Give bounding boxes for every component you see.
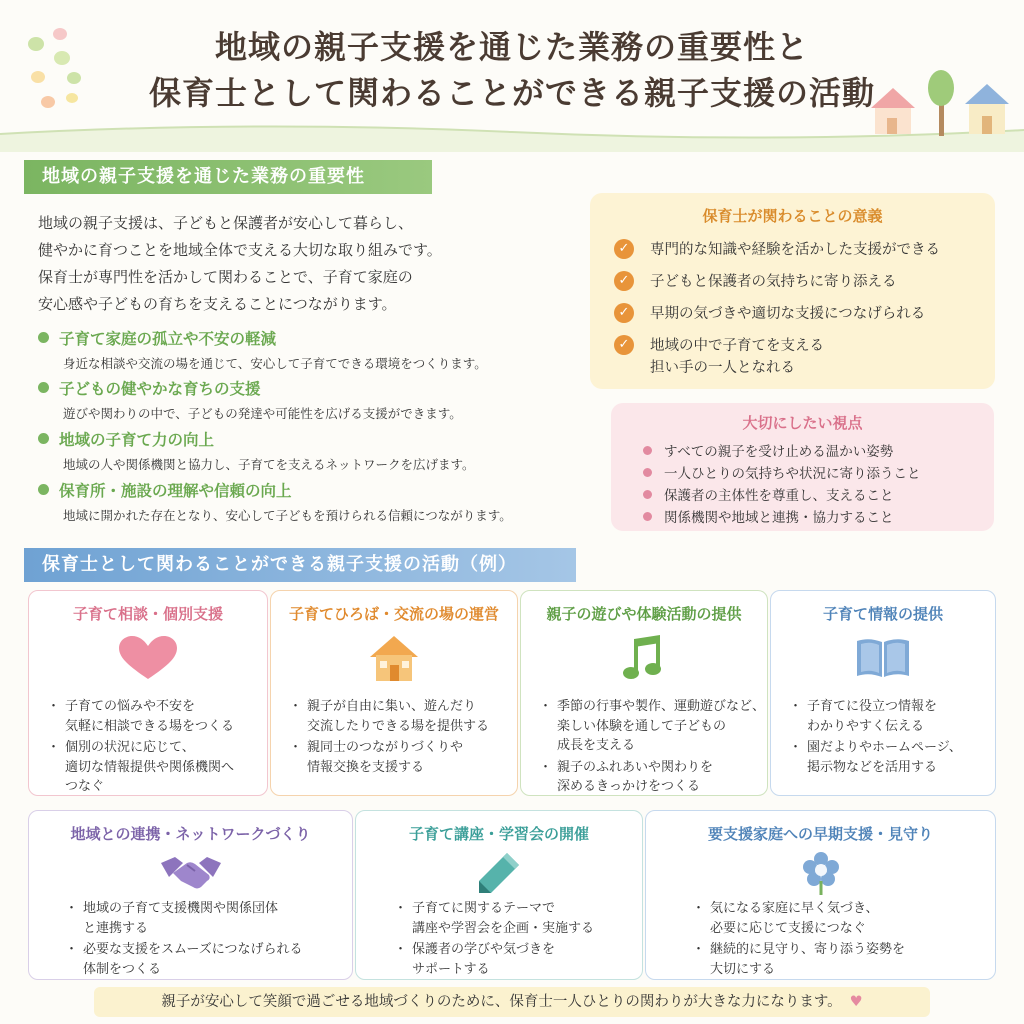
viewpoints-title: 大切にしたい視点 bbox=[742, 414, 863, 432]
significance-text: 専門的な知識や経験を活かした支援ができる bbox=[650, 242, 940, 258]
section-heading-importance: 地域の親子支援を通じた業務の重要性 bbox=[24, 160, 432, 194]
card-item bbox=[543, 697, 765, 756]
pencil-icon bbox=[477, 851, 521, 895]
card-title: 子育て相談・個別支援 bbox=[72, 605, 223, 623]
activity-card-network bbox=[28, 810, 353, 980]
viewpoint-item bbox=[643, 462, 921, 482]
bullet-dot-icon bbox=[643, 468, 652, 477]
check-icon: ✓ bbox=[614, 303, 634, 323]
point-title: 保育所・施設の理解や信頼の向上 bbox=[59, 482, 292, 500]
point-title: 子どもの健やかな育ちの支援 bbox=[59, 380, 261, 398]
card-item-line: ・ 継続的に見守り、寄り添う姿勢を bbox=[710, 942, 906, 957]
flower-icon bbox=[801, 851, 841, 895]
card-item-line: ・ 気になる家庭に早く気づき、 bbox=[710, 901, 879, 916]
card-item-line: ・ 地域の子育て支援機関や関係団体 bbox=[83, 901, 279, 916]
card-item-line: 楽しい体験を通して子どもの bbox=[557, 718, 727, 734]
significance-item bbox=[614, 239, 940, 261]
page-title-line1: 地域の親子支援を通じた業務の重要性と bbox=[214, 28, 809, 66]
header bbox=[0, 0, 1024, 150]
bullet-dot-icon bbox=[38, 433, 49, 444]
significance-box bbox=[590, 193, 995, 389]
card-item-line: ・ 個別の状況に応じて、 bbox=[65, 740, 195, 755]
card-item bbox=[69, 940, 302, 979]
viewpoint-item bbox=[643, 506, 894, 526]
card-item-line: ・ 園だよりやホームページ、 bbox=[807, 740, 962, 755]
card-item bbox=[51, 738, 234, 797]
card-item-line: 適切な情報提供や関係機関へ bbox=[65, 759, 235, 775]
viewpoint-text: 関係機関や地域と連携・協力すること bbox=[664, 510, 894, 526]
card-item-line: 成長を支える bbox=[557, 738, 636, 753]
book-icon bbox=[855, 637, 911, 679]
card-item-line: 交流したりできる場を提供する bbox=[307, 718, 490, 734]
card-items bbox=[69, 899, 302, 979]
significance-text: 担い手の一人となれる bbox=[650, 360, 795, 376]
card-item bbox=[793, 697, 962, 736]
activity-card-consultation bbox=[28, 590, 268, 796]
significance-item bbox=[614, 335, 824, 379]
heart-icon: ♥ bbox=[849, 994, 863, 1010]
viewpoint-text: すべての親子を受け止める温かい姿勢 bbox=[664, 444, 894, 460]
card-item bbox=[69, 899, 302, 938]
card-item-line: ・ 子育てに関するテーマで bbox=[412, 901, 556, 916]
card-item bbox=[398, 940, 594, 979]
card-item bbox=[293, 697, 489, 736]
card-items bbox=[793, 697, 962, 777]
card-item-line: と連携する bbox=[83, 920, 149, 936]
intro-line: 地域の親子支援は、子どもと保護者が安心して暮らし、 bbox=[38, 214, 414, 232]
card-title: 地域との連携・ネットワークづくり bbox=[70, 825, 311, 843]
importance-point bbox=[38, 377, 598, 422]
significance-text: 早期の気づきや適切な支援につなげられる bbox=[650, 306, 926, 322]
bullet-dot-icon bbox=[38, 484, 49, 495]
card-item-line: ・ 親子のふれあいや関わりを bbox=[557, 759, 714, 775]
heart-icon bbox=[117, 635, 179, 681]
card-item-line: わかりやすく伝える bbox=[807, 718, 925, 734]
point-desc: 地域の人や関係機関と協力し、子育てを支えるネットワークを広げます。 bbox=[63, 457, 475, 472]
intro-line: 保育士が専門性を活かして関わることで、子育て家庭の bbox=[38, 268, 413, 286]
viewpoints-box bbox=[611, 403, 994, 531]
point-title: 子育て家庭の孤立や不安の軽減 bbox=[59, 330, 277, 348]
card-item-line: 必要に応じて支援につなぐ bbox=[710, 920, 866, 936]
card-item-line: 講座や学習会を企画・実施する bbox=[412, 920, 595, 936]
card-item-line: 掲示物などを活用する bbox=[807, 759, 938, 775]
card-title: 要支援家庭への早期支援・見守り bbox=[707, 825, 933, 843]
viewpoint-item bbox=[643, 440, 893, 460]
card-items bbox=[398, 899, 594, 979]
point-desc: 身近な相談や交流の場を通じて、安心して子育てできる環境をつくります。 bbox=[63, 356, 487, 371]
activity-card-lecture bbox=[355, 810, 643, 980]
intro-line: 健やかに育つことを地域全体で支える大切な取り組みです。 bbox=[38, 241, 442, 259]
music-note-icon bbox=[622, 635, 666, 683]
card-item-line: 体制をつくる bbox=[83, 961, 162, 977]
card-item bbox=[51, 697, 234, 736]
viewpoint-text: 一人ひとりの気持ちや状況に寄り添うこと bbox=[664, 466, 921, 482]
card-item bbox=[293, 738, 489, 777]
bullet-dot-icon bbox=[643, 512, 652, 521]
card-item bbox=[696, 899, 905, 938]
card-title: 子育て情報の提供 bbox=[822, 605, 943, 623]
card-items bbox=[543, 697, 765, 797]
activity-card-play bbox=[520, 590, 768, 796]
house-icon bbox=[366, 633, 422, 683]
card-item bbox=[793, 738, 962, 777]
significance-item bbox=[614, 271, 897, 293]
point-desc: 遊びや関わりの中で、子どもの発達や可能性を広げる支援ができます。 bbox=[63, 406, 462, 421]
card-item-line: ・ 保護者の学びや気づきを bbox=[412, 942, 556, 957]
card-item-line: ・ 親同士のつながりづくりや bbox=[307, 740, 464, 755]
houses-trees-illustration bbox=[865, 62, 1015, 140]
viewpoint-item bbox=[643, 484, 894, 504]
card-item-line: ・ 親子が自由に集い、遊んだり bbox=[307, 699, 477, 714]
bullet-dot-icon bbox=[38, 332, 49, 343]
card-item-line: サポートする bbox=[412, 961, 490, 977]
viewpoint-text: 保護者の主体性を尊重し、支えること bbox=[664, 488, 894, 504]
check-icon: ✓ bbox=[614, 335, 634, 355]
section-heading-activities: 保育士として関わることができる親子支援の活動（例） bbox=[24, 548, 576, 582]
card-item-line: つなぐ bbox=[65, 779, 105, 794]
card-items bbox=[51, 697, 234, 797]
card-title: 親子の遊びや体験活動の提供 bbox=[546, 605, 742, 623]
card-items bbox=[293, 697, 489, 777]
card-item-line: ・ 子育てに役立つ情報を bbox=[807, 699, 938, 714]
page-title-line2: 保育士として関わることができる親子支援の活動 bbox=[148, 74, 875, 112]
bullet-dot-icon bbox=[643, 490, 652, 499]
activity-card-early-support bbox=[645, 810, 996, 980]
card-item-line: 深めるきっかけをつくる bbox=[557, 779, 701, 794]
card-items bbox=[696, 899, 905, 979]
bullet-dot-icon bbox=[38, 382, 49, 393]
card-item-line: 大切にする bbox=[710, 961, 776, 977]
importance-point bbox=[38, 428, 598, 473]
card-title: 子育てひろば・交流の場の運営 bbox=[288, 605, 499, 623]
activity-card-hiroba bbox=[270, 590, 518, 796]
card-item-line: 情報交換を支援する bbox=[307, 759, 425, 775]
footer-message bbox=[94, 987, 930, 1017]
card-item-line: ・ 子育ての悩みや不安を bbox=[65, 699, 196, 714]
card-item-line: 気軽に相談できる場をつくる bbox=[65, 718, 235, 734]
significance-text: 子どもと保護者の気持ちに寄り添える bbox=[650, 274, 897, 290]
card-item-line: ・ 季節の行事や製作、運動遊びなど、 bbox=[557, 699, 766, 714]
point-title: 地域の子育て力の向上 bbox=[59, 431, 215, 449]
card-item bbox=[696, 940, 905, 979]
check-icon: ✓ bbox=[614, 271, 634, 291]
bullet-dot-icon bbox=[643, 446, 652, 455]
importance-point bbox=[38, 479, 598, 524]
card-item-line: ・ 必要な支援をスムーズにつなげられる bbox=[83, 942, 303, 957]
significance-item bbox=[614, 303, 925, 325]
card-item bbox=[543, 758, 765, 797]
card-item bbox=[398, 899, 594, 938]
intro-line: 安心感や子どもの育ちを支えることにつながります。 bbox=[38, 295, 397, 313]
significance-title: 保育士が関わることの意義 bbox=[702, 207, 883, 225]
activity-card-info bbox=[770, 590, 996, 796]
point-desc: 地域に開かれた存在となり、安心して子どもを預けられる信頼につながります。 bbox=[63, 508, 512, 523]
handshake-icon bbox=[161, 853, 221, 893]
card-title: 子育て講座・学習会の開催 bbox=[408, 825, 589, 843]
intro-text bbox=[38, 210, 568, 318]
significance-text: 地域の中で子育てを支える bbox=[650, 338, 824, 354]
importance-point bbox=[38, 327, 598, 372]
check-icon: ✓ bbox=[614, 239, 634, 259]
footer-text: 親子が安心して笑顔で過ごせる地域づくりのために、保育士一人ひとりの関わりが大きな力になります。 bbox=[161, 994, 842, 1010]
